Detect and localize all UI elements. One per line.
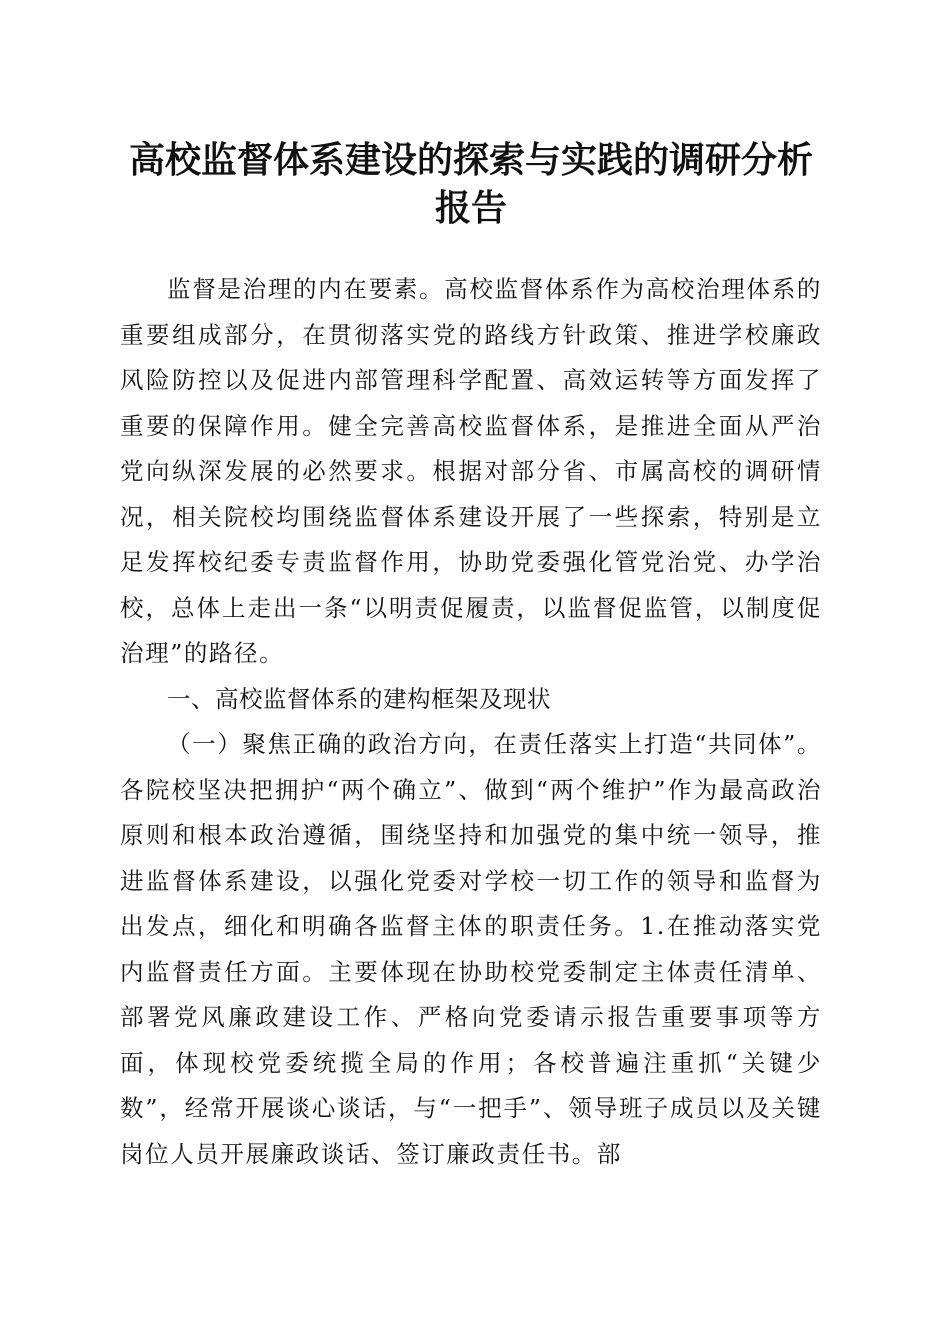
document-body	[120, 267, 822, 1177]
subsection-paragraph-1	[120, 722, 822, 1177]
subsection-heading-1: （一）聚焦正确的政治方向，在责任落实上打造“共同体”。	[167, 730, 822, 758]
intro-paragraph: 监督是治理的内在要素。高校监督体系作为高校治理体系的重要组成部分，在贯彻落实党的路线方针政策、推进学校廉政风险防控以及促进内部管理科学配置、高效运转等方面发挥了重要的保障作用。健全完善高校监督体系，是推进全面从严治党向纵深发展的必然要求。根据对部分省、市属高校的调研情况，相关院校均围绕监督体系建设开展了一些探索，特别是立足发挥校纪委专责监督作用，协助党委强化管党治党、办学治校，总体上走出一条“以明责促履责，以监督促监管，以制度促治理”的路径。	[120, 275, 822, 667]
document-title: 高校监督体系建设的探索与实践的调研分析报告	[128, 139, 813, 229]
subsection-text-1: 各院校坚决把拥护“两个确立”、做到“两个维护”作为最高政治原则和根本政治遵循，围绕坚持和加强党的集中统一领导，推进监督体系建设，以强化党委对学校一切工作的领导和监督为出发点，细化和明确各监督主体的职责任务。1.在推动落实党内监督责任方面。主要体现在协助校党委制定主体责任清单、部署党风廉政建设工作、严格向党委请示报告重要事项等方面，体现校党委统揽全局的作用；各校普遍注重抓“关键少数”，经常开展谈心谈话，与“一把手”、领导班子成员以及关键岗位人员开展廉政谈话、签订廉政责任书。部	[120, 775, 822, 1168]
section-heading-1: 一、高校监督体系的建构框架及现状	[167, 684, 551, 713]
document-page	[120, 118, 822, 1177]
